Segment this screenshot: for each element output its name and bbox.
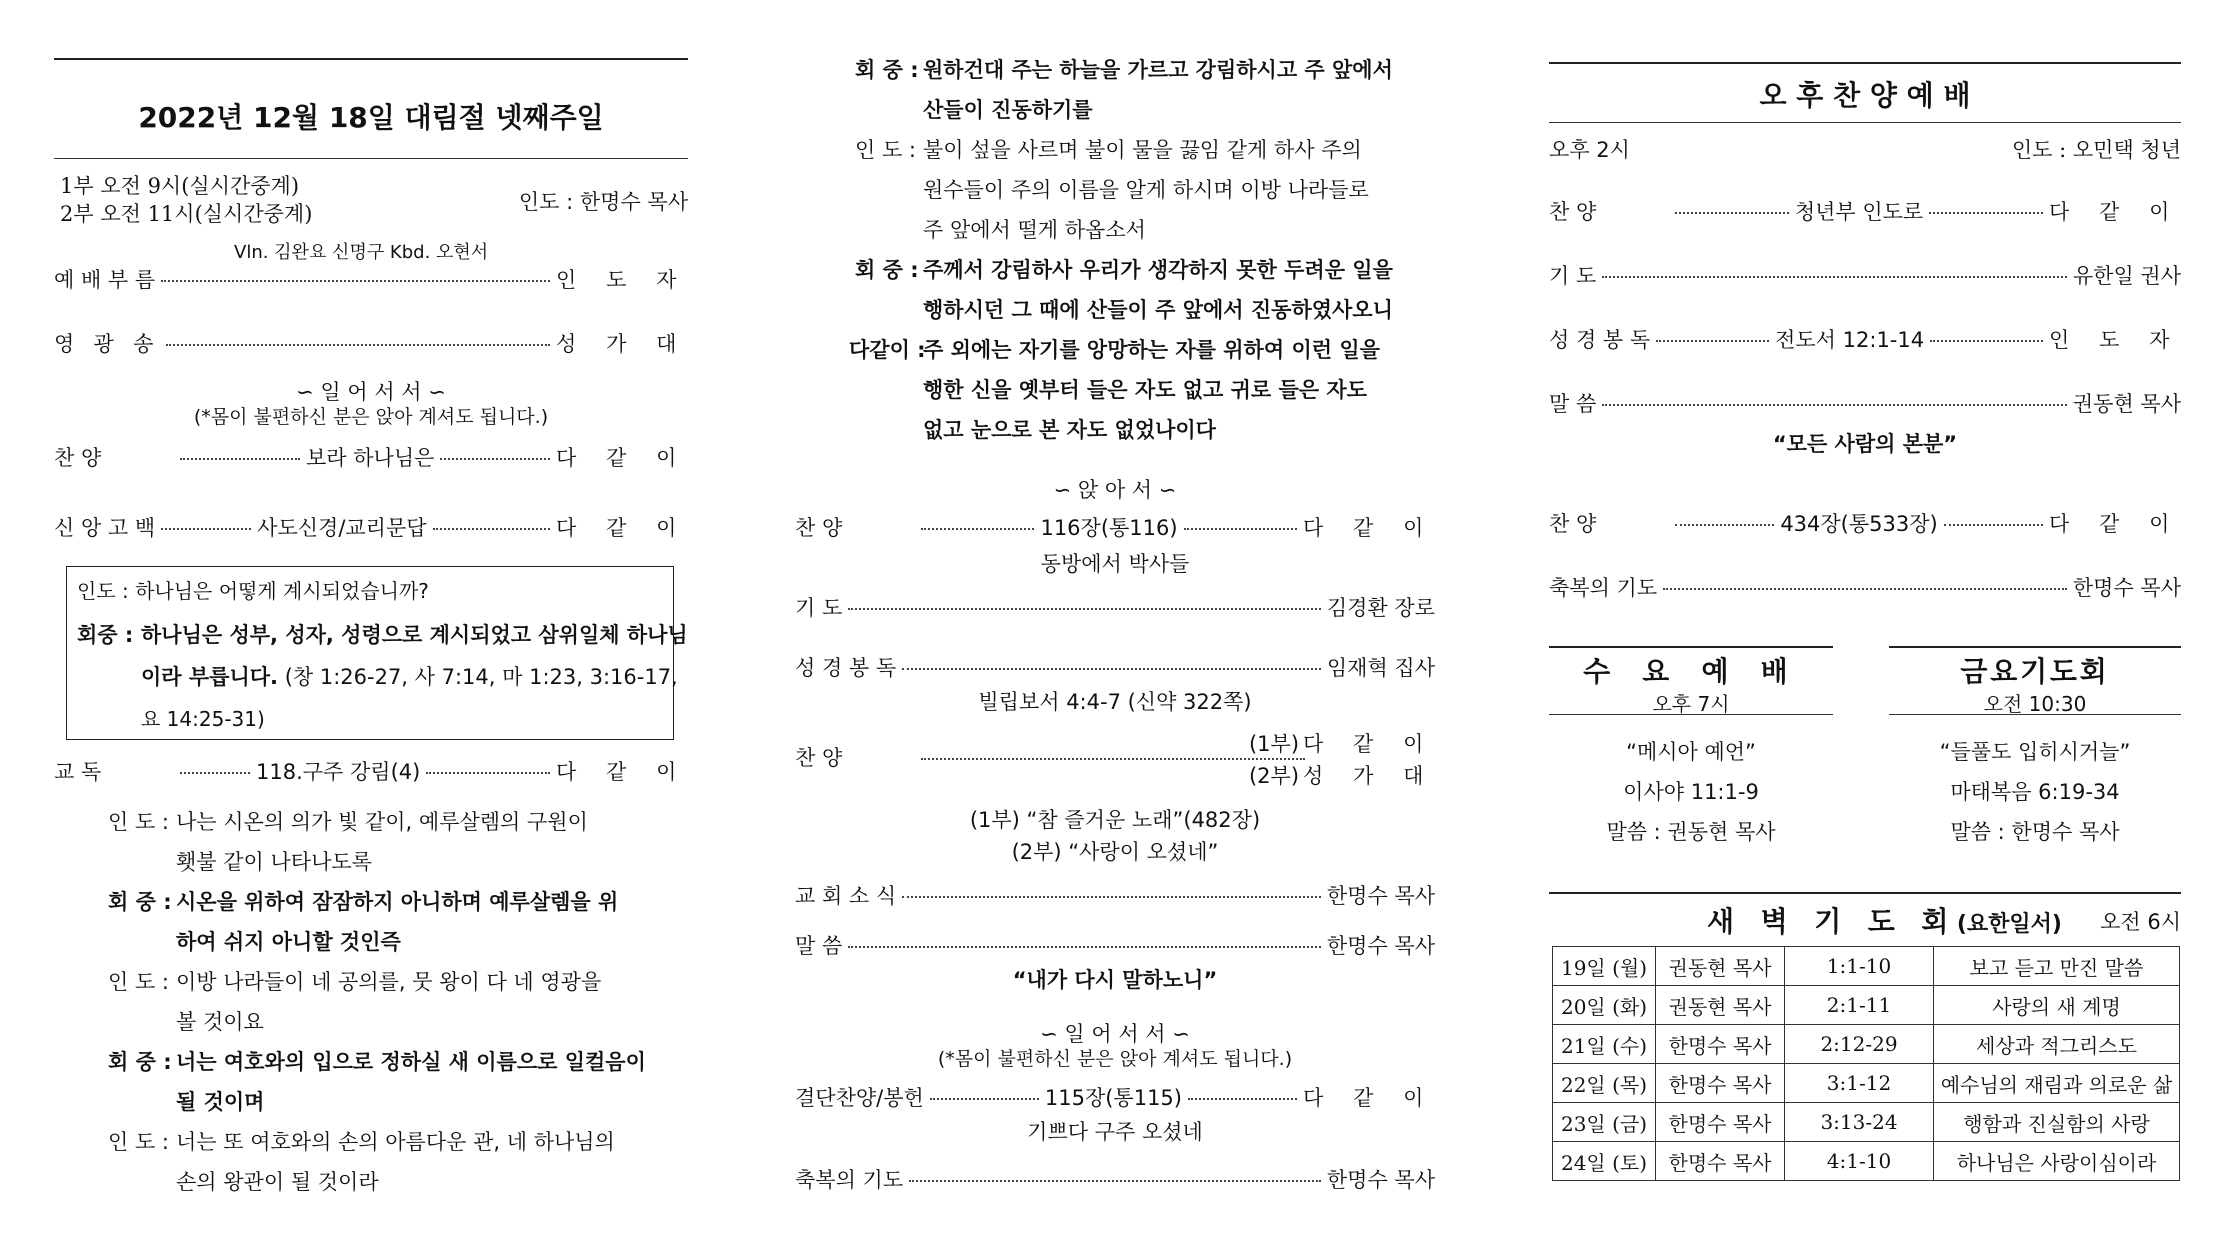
afternoon-service-title: 오 후 찬 양 예 배 [1759, 79, 1971, 112]
pm-title-rule [1549, 122, 2181, 123]
dawn-cell-day: 24일 (토) [1553, 1142, 1656, 1181]
page-title: 2022년 12월 18일 대림절 넷째주일 [138, 101, 604, 134]
pm-order-prayer: 기 도 유한일 권사 [1549, 264, 2181, 288]
reading-congregation-3: 회 중 : 원하건대 주는 하늘을 가르고 강림하시고 주 앞에서 산들이 진동하기를 [855, 58, 1393, 122]
afternoon-leader: 인도 : 오민택 청년 [2011, 138, 2181, 162]
musicians: Vln. 김완요 신명구 Kbd. 오현서 [234, 242, 489, 263]
scripture-reference: 빌립보서 4:4-7 (신약 322쪽) [978, 690, 1252, 714]
reading-leader-1: 인 도 : 나는 시온의 의가 빛 같이, 예루살렘의 구원이 횃불 같이 나타나도록 [108, 810, 588, 874]
column-other-services [1549, 0, 2181, 1234]
top-rule [54, 58, 688, 60]
wednesday-time: 오후 7시 [1652, 692, 1730, 716]
dawn-prayer-time: 오전 6시 [2100, 910, 2181, 934]
service-leader: 인도 : 한명수 목사 [518, 190, 688, 214]
dawn-cell-topic: 세상과 적그리스도 [1934, 1025, 2180, 1064]
stand-up-cue: ∽ 일 어 서 서 ∽ [296, 380, 446, 404]
catechism-question: 인도 : 하나님은 어떻게 계시되었습니까? [77, 579, 429, 603]
wed-title-rule [1549, 714, 1833, 715]
dawn-cell-who: 권동현 목사 [1656, 947, 1785, 986]
table-row [1553, 947, 2180, 986]
friday-time: 오전 10:30 [1983, 692, 2087, 716]
dawn-cell-who: 권동현 목사 [1656, 986, 1785, 1025]
order-hymn-2: 찬 양 116장(통116) 다 같 이 [795, 516, 1435, 540]
wed-top-rule [1549, 646, 1833, 648]
pm-order-benediction: 축복의 기도 한명수 목사 [1549, 576, 2181, 600]
catechism-answer-line1: 하나님은 성부, 성자, 성령으로 계시되었고 삼위일체 하나님 [141, 623, 688, 647]
order-scripture: 성 경 봉 독 임재혁 집사 [795, 656, 1435, 680]
reading-leader-3: 인 도 : 너는 또 여호와의 손의 아름다운 관, 네 하나님의 손의 왕관이 될 것이라 [108, 1130, 615, 1194]
service-time-2: 2부 오전 11시(실시간중계) [60, 202, 313, 226]
column-sunday-service [54, 0, 688, 1234]
fri-title-rule [1889, 714, 2181, 715]
friday-sermon-title: “들풀도 입히시거늘” [1939, 740, 2131, 764]
dawn-cell-ref: 3:1-12 [1785, 1064, 1934, 1103]
table-row [1553, 1142, 2180, 1181]
service-time-1: 1부 오전 9시(실시간중계) [60, 174, 300, 198]
dawn-cell-ref: 2:12-29 [1785, 1025, 1934, 1064]
order-benediction: 축복의 기도 한명수 목사 [795, 1168, 1435, 1192]
pm-sermon-title: “모든 사람의 본분” [1772, 432, 1958, 456]
dawn-cell-ref: 3:13-24 [1785, 1103, 1934, 1142]
dawn-prayer-heading: 새 벽 기 도 회(요한일서) [1707, 905, 2062, 938]
dawn-cell-who: 한명수 목사 [1656, 1025, 1785, 1064]
reading-congregation-1: 회 중 : 시온을 위하여 잠잠하지 아니하며 예루살렘을 위 하여 쉬지 아니할 것인즉 [108, 890, 619, 954]
reading-all-together: 다같이 : 주 외에는 자기를 앙망하는 자를 위하여 이런 일을 행한 신을 옛부터 들은 자도 없고 귀로 들은 자도 없고 눈으로 본 자도 없었나이다 [849, 338, 1380, 442]
sermon-title: “내가 다시 말하노니” [1012, 968, 1218, 992]
dawn-cell-day: 19일 (월) [1553, 947, 1656, 986]
dawn-cell-topic: 보고 듣고 만진 말씀 [1934, 947, 2180, 986]
order-gloria: 영 광 송 성 가 대 [54, 332, 688, 356]
table-row [1553, 986, 2180, 1025]
pm-top-rule [1549, 62, 2181, 64]
pm-order-hymn-2: 찬 양 434장(통533장) 다 같 이 [1549, 512, 2182, 536]
table-row [1553, 1103, 2180, 1142]
dawn-cell-day: 20일 (화) [1553, 986, 1656, 1025]
table-row [1553, 1064, 2180, 1103]
choir-song-1: (1부) “참 즐거운 노래”(482장) [969, 808, 1261, 832]
choir-part-2: (2부) 성 가 대 [1248, 764, 1435, 788]
order-announcements: 교 회 소 식 한명수 목사 [795, 884, 1435, 908]
fri-top-rule [1889, 646, 2181, 648]
dawn-prayer-table [1552, 946, 2180, 1181]
dawn-cell-ref: 2:1-11 [1785, 986, 1934, 1025]
reading-leader-2: 인 도 : 이방 나라들이 네 공의를, 뭇 왕이 다 네 영광을 볼 것이요 [108, 970, 602, 1034]
order-sermon: 말 씀 한명수 목사 [795, 934, 1435, 958]
choir-song-2: (2부) “사랑이 오셨네” [1011, 840, 1219, 864]
dawn-cell-ref: 1:1-10 [1785, 947, 1934, 986]
table-row [1553, 1025, 2180, 1064]
dawn-cell-who: 한명수 목사 [1656, 1064, 1785, 1103]
order-prayer: 기 도 김경환 장로 [795, 596, 1435, 620]
dawn-top-rule [1549, 892, 2181, 894]
dawn-cell-day: 21일 (수) [1553, 1025, 1656, 1064]
order-choir: 찬 양 [795, 742, 1435, 772]
reading-congregation-2: 회 중 : 너는 여호와의 입으로 정하실 새 이름으로 일컬음이 될 것이며 [108, 1050, 646, 1114]
column-sunday-service-cont [795, 0, 1435, 1234]
dawn-cell-day: 23일 (금) [1553, 1103, 1656, 1142]
wednesday-service-title: 수 요 예 배 [1583, 655, 1799, 688]
catechism-answer-line3: 요 14:25-31) [141, 707, 265, 731]
stand-up-cue-2: ∽ 일 어 서 서 ∽ [1040, 1022, 1190, 1046]
catechism-answer-who: 회중 : [77, 623, 134, 647]
stand-up-note-2: (*몸이 불편하신 분은 앉아 계셔도 됩니다.) [937, 1048, 1293, 1070]
offering-hymn-title: 기쁘다 구주 오셨네 [1027, 1120, 1203, 1144]
hymn-2-title: 동방에서 박사들 [1040, 552, 1190, 576]
order-hymn: 찬 양 보라 하나님은 다 같 이 [54, 446, 688, 470]
catechism-answer-line2: 이라 부릅니다. (창 1:26-27, 사 7:14, 마 1:23, 3:16-17, [141, 665, 678, 689]
choir-part-1: (1부) 다 같 이 [1248, 732, 1435, 756]
pm-order-scripture: 성 경 봉 독 전도서 12:1-14 인 도 자 [1549, 328, 2182, 352]
friday-preacher: 말씀 : 한명수 목사 [1950, 820, 2120, 844]
dawn-cell-topic: 행함과 진실함의 사랑 [1934, 1103, 2180, 1142]
wednesday-sermon-title: “메시아 예언” [1626, 740, 1756, 764]
order-creed: 신 앙 고 백 사도신경/교리문답 다 같 이 [54, 516, 688, 540]
dawn-cell-ref: 4:1-10 [1785, 1142, 1934, 1181]
order-call-to-worship: 예 배 부 름 인 도 자 [54, 268, 688, 292]
dawn-cell-topic: 사랑의 새 계명 [1934, 986, 2180, 1025]
stand-up-note: (*몸이 불편하신 분은 앉아 계셔도 됩니다.) [193, 406, 549, 428]
friday-prayer-title: 금요기도회 [1960, 655, 2110, 688]
catechism-box [66, 566, 688, 740]
dawn-cell-day: 22일 (목) [1553, 1064, 1656, 1103]
title-rule [54, 158, 688, 159]
order-responsive-reading: 교 독 118.구주 강림(4) 다 같 이 [54, 760, 688, 784]
pm-order-sermon: 말 씀 권동현 목사 [1549, 392, 2181, 416]
dawn-cell-topic: 하나님은 사랑이심이라 [1934, 1142, 2180, 1181]
dawn-cell-who: 한명수 목사 [1656, 1103, 1785, 1142]
pm-order-hymn: 찬 양 청년부 인도로 다 같 이 [1549, 200, 2181, 224]
afternoon-time: 오후 2시 [1549, 138, 1630, 162]
dawn-cell-topic: 예수님의 재림과 의로운 삶 [1934, 1064, 2180, 1103]
wednesday-scripture: 이사야 11:1-9 [1623, 780, 1759, 804]
wednesday-preacher: 말씀 : 권동현 목사 [1606, 820, 1776, 844]
sit-down-cue: ∽ 앉 아 서 ∽ [1053, 478, 1177, 502]
dawn-cell-who: 한명수 목사 [1656, 1142, 1785, 1181]
order-offering: 결단찬양/봉헌 115장(통115) 다 같 이 [795, 1086, 1436, 1110]
reading-congregation-4: 회 중 : 주께서 강림하사 우리가 생각하지 못한 두려운 일을 행하시던 그 때에 산들이 주 앞에서 진동하였사오니 [855, 258, 1393, 322]
reading-leader-4: 인 도 : 불이 섶을 사르며 불이 물을 끓임 같게 하사 주의 원수들이 주의 이름을 알게 하시며 이방 나라들로 주 앞에서 떨게 하옵소서 [855, 138, 1369, 242]
friday-scripture: 마태복음 6:19-34 [1950, 780, 2120, 804]
